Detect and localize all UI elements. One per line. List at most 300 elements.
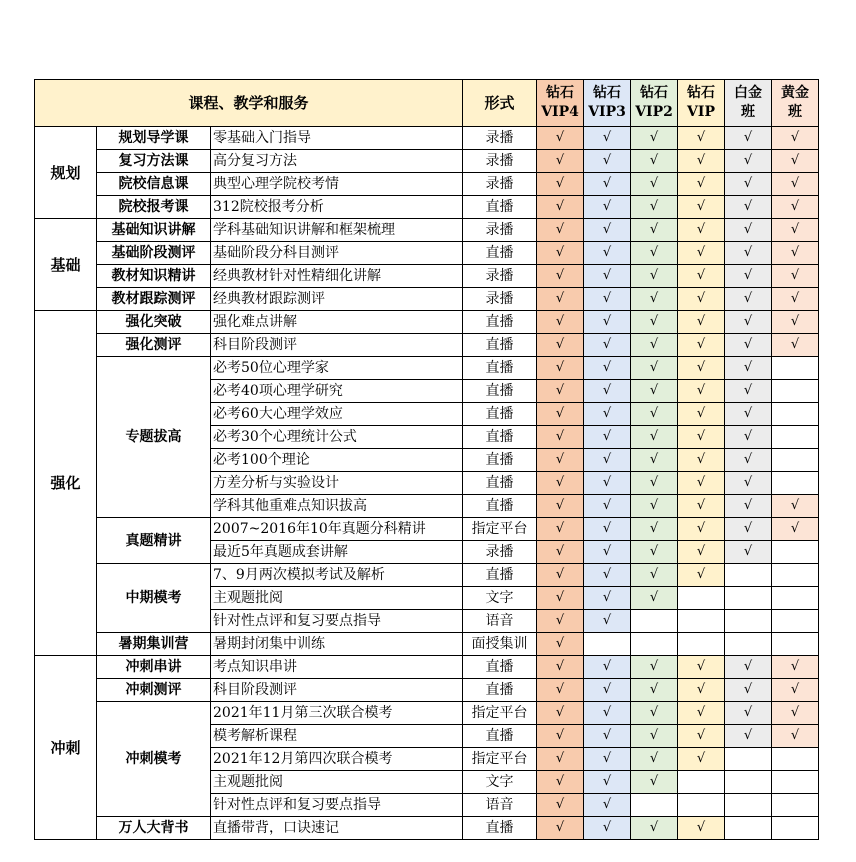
form-cell: 直播 xyxy=(463,196,537,219)
form-cell: 直播 xyxy=(463,380,537,403)
check-mark-cell: √ xyxy=(678,380,725,403)
check-mark-cell: √ xyxy=(631,219,678,242)
check-mark-cell: √ xyxy=(678,748,725,771)
check-mark-cell: √ xyxy=(678,472,725,495)
check-mark-cell: √ xyxy=(631,587,678,610)
check-mark-cell: √ xyxy=(584,702,631,725)
check-mark-cell: √ xyxy=(584,679,631,702)
form-cell: 直播 xyxy=(463,817,537,840)
table-row xyxy=(35,311,819,334)
empty-cell xyxy=(772,748,819,771)
check-mark-cell: √ xyxy=(537,794,584,817)
form-cell: 录播 xyxy=(463,265,537,288)
check-mark-cell: √ xyxy=(631,449,678,472)
check-mark-cell: √ xyxy=(631,679,678,702)
check-mark-cell: √ xyxy=(772,173,819,196)
course-name-cell: 强化突破 xyxy=(97,311,211,334)
form-cell: 录播 xyxy=(463,541,537,564)
check-mark-cell: √ xyxy=(725,288,772,311)
check-mark-cell: √ xyxy=(584,472,631,495)
header-tier-vip4 xyxy=(537,80,584,127)
check-mark-cell: √ xyxy=(631,150,678,173)
table-row xyxy=(35,173,819,196)
table-row xyxy=(35,656,819,679)
tier-line1: 黄金 xyxy=(781,85,810,101)
check-mark-cell: √ xyxy=(725,173,772,196)
check-mark-cell: √ xyxy=(631,357,678,380)
check-mark-cell: √ xyxy=(584,495,631,518)
check-mark-cell: √ xyxy=(584,610,631,633)
check-mark-cell: √ xyxy=(725,265,772,288)
check-mark-cell: √ xyxy=(678,702,725,725)
check-mark-cell: √ xyxy=(678,564,725,587)
empty-cell xyxy=(772,794,819,817)
check-mark-cell: √ xyxy=(584,173,631,196)
check-mark-cell: √ xyxy=(631,426,678,449)
check-mark-cell: √ xyxy=(772,196,819,219)
table-row xyxy=(35,196,819,219)
description-cell: 2007~2016年10年真题分科精讲 xyxy=(211,518,463,541)
check-mark-cell: √ xyxy=(537,702,584,725)
check-mark-cell: √ xyxy=(537,449,584,472)
check-mark-cell: √ xyxy=(631,656,678,679)
empty-cell xyxy=(725,564,772,587)
check-mark-cell: √ xyxy=(725,656,772,679)
check-mark-cell: √ xyxy=(537,426,584,449)
empty-cell xyxy=(725,633,772,656)
form-cell: 直播 xyxy=(463,679,537,702)
check-mark-cell: √ xyxy=(584,426,631,449)
check-mark-cell: √ xyxy=(537,541,584,564)
empty-cell xyxy=(772,449,819,472)
form-cell: 直播 xyxy=(463,311,537,334)
check-mark-cell: √ xyxy=(725,127,772,150)
empty-cell xyxy=(725,817,772,840)
check-mark-cell: √ xyxy=(631,403,678,426)
check-mark-cell: √ xyxy=(537,150,584,173)
course-comparison-table xyxy=(34,79,819,840)
empty-cell xyxy=(631,794,678,817)
course-name-cell: 教材知识精讲 xyxy=(97,265,211,288)
check-mark-cell: √ xyxy=(725,403,772,426)
check-mark-cell: √ xyxy=(537,334,584,357)
check-mark-cell: √ xyxy=(678,334,725,357)
category-cell: 基础 xyxy=(35,219,97,311)
check-mark-cell: √ xyxy=(584,311,631,334)
description-cell: 科目阶段测评 xyxy=(211,334,463,357)
tier-line2: VIP2 xyxy=(635,104,673,120)
description-cell: 零基础入门指导 xyxy=(211,127,463,150)
table-row xyxy=(35,265,819,288)
empty-cell xyxy=(678,794,725,817)
check-mark-cell: √ xyxy=(678,150,725,173)
check-mark-cell: √ xyxy=(584,817,631,840)
empty-cell xyxy=(772,426,819,449)
table-row xyxy=(35,242,819,265)
empty-cell xyxy=(772,817,819,840)
check-mark-cell: √ xyxy=(678,242,725,265)
empty-cell xyxy=(772,472,819,495)
empty-cell xyxy=(631,633,678,656)
empty-cell xyxy=(725,748,772,771)
tier-line1: 钻石 xyxy=(546,85,575,101)
check-mark-cell: √ xyxy=(631,541,678,564)
check-mark-cell: √ xyxy=(678,219,725,242)
check-mark-cell: √ xyxy=(537,403,584,426)
form-cell: 文字 xyxy=(463,771,537,794)
check-mark-cell: √ xyxy=(584,242,631,265)
tier-line2: VIP4 xyxy=(541,104,579,120)
check-mark-cell: √ xyxy=(678,495,725,518)
check-mark-cell: √ xyxy=(772,495,819,518)
check-mark-cell: √ xyxy=(678,656,725,679)
check-mark-cell: √ xyxy=(772,311,819,334)
category-cell: 冲刺 xyxy=(35,656,97,840)
check-mark-cell: √ xyxy=(537,518,584,541)
form-cell: 文字 xyxy=(463,587,537,610)
check-mark-cell: √ xyxy=(725,679,772,702)
check-mark-cell: √ xyxy=(631,127,678,150)
check-mark-cell: √ xyxy=(584,518,631,541)
course-name-cell: 暑期集训营 xyxy=(97,633,211,656)
header-course-column: 课程、教学和服务 xyxy=(35,80,463,127)
description-cell: 最近5年真题成套讲解 xyxy=(211,541,463,564)
check-mark-cell: √ xyxy=(631,196,678,219)
table-row xyxy=(35,817,819,840)
table-row xyxy=(35,357,819,380)
check-mark-cell: √ xyxy=(631,817,678,840)
check-mark-cell: √ xyxy=(772,702,819,725)
check-mark-cell: √ xyxy=(678,196,725,219)
check-mark-cell: √ xyxy=(537,311,584,334)
description-cell: 典型心理学院校考情 xyxy=(211,173,463,196)
description-cell: 必考30个心理统计公式 xyxy=(211,426,463,449)
form-cell: 直播 xyxy=(463,725,537,748)
check-mark-cell: √ xyxy=(631,334,678,357)
tier-line2: 班 xyxy=(788,104,803,120)
form-cell: 直播 xyxy=(463,656,537,679)
empty-cell xyxy=(772,357,819,380)
course-name-cell: 专题拔高 xyxy=(97,357,211,518)
check-mark-cell: √ xyxy=(678,449,725,472)
table-row xyxy=(35,288,819,311)
check-mark-cell: √ xyxy=(725,541,772,564)
check-mark-cell: √ xyxy=(725,725,772,748)
form-cell: 直播 xyxy=(463,357,537,380)
description-cell: 主观题批阅 xyxy=(211,771,463,794)
description-cell: 学科其他重难点知识拔高 xyxy=(211,495,463,518)
check-mark-cell: √ xyxy=(678,311,725,334)
check-mark-cell: √ xyxy=(631,495,678,518)
check-mark-cell: √ xyxy=(537,173,584,196)
check-mark-cell: √ xyxy=(725,518,772,541)
course-name-cell: 万人大背书 xyxy=(97,817,211,840)
course-name-cell: 冲刺测评 xyxy=(97,679,211,702)
check-mark-cell: √ xyxy=(725,242,772,265)
check-mark-cell: √ xyxy=(725,334,772,357)
form-cell: 直播 xyxy=(463,426,537,449)
description-cell: 7、9月两次模拟考试及解析 xyxy=(211,564,463,587)
form-cell: 指定平台 xyxy=(463,748,537,771)
course-name-cell: 教材跟踪测评 xyxy=(97,288,211,311)
check-mark-cell: √ xyxy=(537,633,584,656)
course-name-cell: 复习方法课 xyxy=(97,150,211,173)
check-mark-cell: √ xyxy=(584,449,631,472)
table-row xyxy=(35,679,819,702)
check-mark-cell: √ xyxy=(725,196,772,219)
form-cell: 录播 xyxy=(463,219,537,242)
description-cell: 直播带背，口诀速记 xyxy=(211,817,463,840)
form-cell: 指定平台 xyxy=(463,702,537,725)
course-name-cell: 冲刺模考 xyxy=(97,702,211,817)
check-mark-cell: √ xyxy=(772,518,819,541)
check-mark-cell: √ xyxy=(537,656,584,679)
empty-cell xyxy=(772,610,819,633)
empty-cell xyxy=(678,587,725,610)
check-mark-cell: √ xyxy=(678,173,725,196)
description-cell: 必考60大心理学效应 xyxy=(211,403,463,426)
form-cell: 直播 xyxy=(463,403,537,426)
course-name-cell: 强化测评 xyxy=(97,334,211,357)
check-mark-cell: √ xyxy=(584,541,631,564)
form-cell: 录播 xyxy=(463,173,537,196)
form-cell: 直播 xyxy=(463,242,537,265)
check-mark-cell: √ xyxy=(678,426,725,449)
check-mark-cell: √ xyxy=(772,219,819,242)
check-mark-cell: √ xyxy=(772,265,819,288)
check-mark-cell: √ xyxy=(631,702,678,725)
check-mark-cell: √ xyxy=(631,242,678,265)
table-row xyxy=(35,702,819,725)
empty-cell xyxy=(772,403,819,426)
tier-line2: 班 xyxy=(741,104,756,120)
table-row xyxy=(35,150,819,173)
category-cell: 规划 xyxy=(35,127,97,219)
check-mark-cell: √ xyxy=(678,265,725,288)
check-mark-cell: √ xyxy=(537,564,584,587)
course-name-cell: 规划导学课 xyxy=(97,127,211,150)
check-mark-cell: √ xyxy=(584,748,631,771)
check-mark-cell: √ xyxy=(678,127,725,150)
header-tier-gold xyxy=(772,80,819,127)
check-mark-cell: √ xyxy=(584,219,631,242)
check-mark-cell: √ xyxy=(537,219,584,242)
description-cell: 强化难点讲解 xyxy=(211,311,463,334)
form-cell: 语音 xyxy=(463,610,537,633)
description-cell: 针对性点评和复习要点指导 xyxy=(211,794,463,817)
empty-cell xyxy=(772,587,819,610)
check-mark-cell: √ xyxy=(678,817,725,840)
check-mark-cell: √ xyxy=(725,150,772,173)
category-cell: 强化 xyxy=(35,311,97,656)
header-tier-vip3 xyxy=(584,80,631,127)
empty-cell xyxy=(678,610,725,633)
check-mark-cell: √ xyxy=(584,587,631,610)
check-mark-cell: √ xyxy=(537,127,584,150)
check-mark-cell: √ xyxy=(725,702,772,725)
form-cell: 指定平台 xyxy=(463,518,537,541)
description-cell: 针对性点评和复习要点指导 xyxy=(211,610,463,633)
description-cell: 学科基础知识讲解和框架梳理 xyxy=(211,219,463,242)
header-tier-platinum xyxy=(725,80,772,127)
description-cell: 科目阶段测评 xyxy=(211,679,463,702)
check-mark-cell: √ xyxy=(584,196,631,219)
check-mark-cell: √ xyxy=(537,771,584,794)
check-mark-cell: √ xyxy=(537,288,584,311)
tier-line1: 钻石 xyxy=(593,85,622,101)
description-cell: 必考100个理论 xyxy=(211,449,463,472)
description-cell: 2021年12月第四次联合模考 xyxy=(211,748,463,771)
check-mark-cell: √ xyxy=(631,173,678,196)
check-mark-cell: √ xyxy=(584,127,631,150)
empty-cell xyxy=(772,380,819,403)
check-mark-cell: √ xyxy=(678,357,725,380)
form-cell: 直播 xyxy=(463,564,537,587)
empty-cell xyxy=(772,564,819,587)
tier-line2: VIP xyxy=(687,104,715,120)
check-mark-cell: √ xyxy=(584,357,631,380)
tier-line1: 白金 xyxy=(734,85,763,101)
check-mark-cell: √ xyxy=(537,265,584,288)
check-mark-cell: √ xyxy=(725,472,772,495)
check-mark-cell: √ xyxy=(631,771,678,794)
tier-line1: 钻石 xyxy=(687,85,716,101)
check-mark-cell: √ xyxy=(631,725,678,748)
description-cell: 2021年11月第三次联合模考 xyxy=(211,702,463,725)
form-cell: 直播 xyxy=(463,449,537,472)
empty-cell xyxy=(725,771,772,794)
check-mark-cell: √ xyxy=(584,288,631,311)
check-mark-cell: √ xyxy=(584,656,631,679)
empty-cell xyxy=(725,794,772,817)
check-mark-cell: √ xyxy=(631,380,678,403)
check-mark-cell: √ xyxy=(537,242,584,265)
check-mark-cell: √ xyxy=(631,311,678,334)
tier-line2: VIP3 xyxy=(588,104,626,120)
check-mark-cell: √ xyxy=(537,472,584,495)
check-mark-cell: √ xyxy=(772,334,819,357)
description-cell: 基础阶段分科目测评 xyxy=(211,242,463,265)
check-mark-cell: √ xyxy=(584,380,631,403)
table-row xyxy=(35,334,819,357)
description-cell: 模考解析课程 xyxy=(211,725,463,748)
check-mark-cell: √ xyxy=(537,357,584,380)
empty-cell xyxy=(725,610,772,633)
course-name-cell: 基础知识讲解 xyxy=(97,219,211,242)
check-mark-cell: √ xyxy=(678,518,725,541)
form-cell: 录播 xyxy=(463,127,537,150)
form-cell: 语音 xyxy=(463,794,537,817)
tier-line1: 钻石 xyxy=(640,85,669,101)
check-mark-cell: √ xyxy=(537,196,584,219)
table-header xyxy=(35,80,819,127)
check-mark-cell: √ xyxy=(772,656,819,679)
check-mark-cell: √ xyxy=(725,311,772,334)
check-mark-cell: √ xyxy=(631,265,678,288)
check-mark-cell: √ xyxy=(678,725,725,748)
description-cell: 必考50位心理学家 xyxy=(211,357,463,380)
course-name-cell: 院校信息课 xyxy=(97,173,211,196)
description-cell: 考点知识串讲 xyxy=(211,656,463,679)
check-mark-cell: √ xyxy=(584,771,631,794)
description-cell: 暑期封闭集中训练 xyxy=(211,633,463,656)
check-mark-cell: √ xyxy=(537,817,584,840)
check-mark-cell: √ xyxy=(584,564,631,587)
check-mark-cell: √ xyxy=(772,288,819,311)
empty-cell xyxy=(631,610,678,633)
table-row xyxy=(35,518,819,541)
check-mark-cell: √ xyxy=(725,426,772,449)
empty-cell xyxy=(678,771,725,794)
form-cell: 直播 xyxy=(463,472,537,495)
check-mark-cell: √ xyxy=(584,265,631,288)
check-mark-cell: √ xyxy=(584,150,631,173)
check-mark-cell: √ xyxy=(631,748,678,771)
check-mark-cell: √ xyxy=(631,564,678,587)
check-mark-cell: √ xyxy=(772,679,819,702)
check-mark-cell: √ xyxy=(584,725,631,748)
form-cell: 录播 xyxy=(463,150,537,173)
form-cell: 直播 xyxy=(463,495,537,518)
check-mark-cell: √ xyxy=(631,288,678,311)
table-body xyxy=(35,127,819,840)
empty-cell xyxy=(584,633,631,656)
check-mark-cell: √ xyxy=(584,403,631,426)
check-mark-cell: √ xyxy=(537,495,584,518)
check-mark-cell: √ xyxy=(772,242,819,265)
check-mark-cell: √ xyxy=(537,725,584,748)
check-mark-cell: √ xyxy=(725,219,772,242)
description-cell: 必考40项心理学研究 xyxy=(211,380,463,403)
table-row xyxy=(35,127,819,150)
table-row xyxy=(35,564,819,587)
course-name-cell: 院校报考课 xyxy=(97,196,211,219)
check-mark-cell: √ xyxy=(537,610,584,633)
form-cell: 面授集训 xyxy=(463,633,537,656)
description-cell: 经典教材针对性精细化讲解 xyxy=(211,265,463,288)
check-mark-cell: √ xyxy=(772,150,819,173)
course-name-cell: 真题精讲 xyxy=(97,518,211,564)
form-cell: 录播 xyxy=(463,288,537,311)
check-mark-cell: √ xyxy=(678,403,725,426)
check-mark-cell: √ xyxy=(631,472,678,495)
description-cell: 经典教材跟踪测评 xyxy=(211,288,463,311)
empty-cell xyxy=(678,633,725,656)
description-cell: 312院校报考分析 xyxy=(211,196,463,219)
empty-cell xyxy=(772,771,819,794)
check-mark-cell: √ xyxy=(678,288,725,311)
description-cell: 主观题批阅 xyxy=(211,587,463,610)
course-name-cell: 中期模考 xyxy=(97,564,211,633)
check-mark-cell: √ xyxy=(537,748,584,771)
check-mark-cell: √ xyxy=(584,794,631,817)
check-mark-cell: √ xyxy=(725,449,772,472)
header-form-column: 形式 xyxy=(463,80,537,127)
check-mark-cell: √ xyxy=(678,679,725,702)
check-mark-cell: √ xyxy=(772,725,819,748)
check-mark-cell: √ xyxy=(537,679,584,702)
empty-cell xyxy=(725,587,772,610)
description-cell: 高分复习方法 xyxy=(211,150,463,173)
check-mark-cell: √ xyxy=(725,357,772,380)
check-mark-cell: √ xyxy=(584,334,631,357)
check-mark-cell: √ xyxy=(725,380,772,403)
check-mark-cell: √ xyxy=(631,518,678,541)
empty-cell xyxy=(772,633,819,656)
course-name-cell: 冲刺串讲 xyxy=(97,656,211,679)
check-mark-cell: √ xyxy=(772,127,819,150)
header-tier-vip xyxy=(678,80,725,127)
